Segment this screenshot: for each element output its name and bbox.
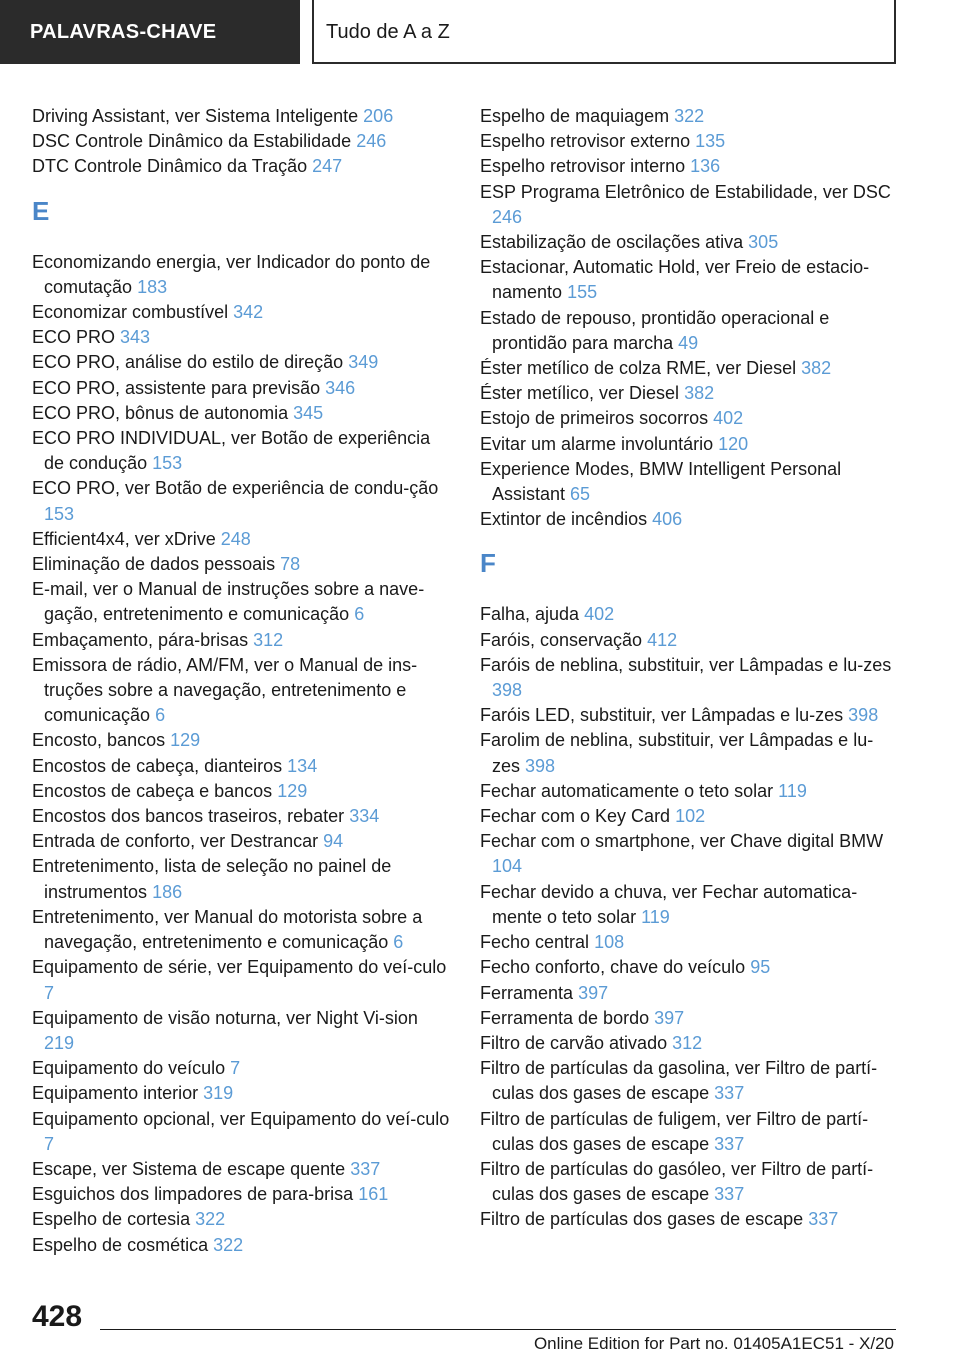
index-entry-text: Espelho retrovisor interno <box>480 156 686 177</box>
index-entry-text: Filtro de partículas de fuligem, ver Filtro de partí-culas dos gases de escape <box>480 1108 869 1154</box>
index-entry-text: Efficient4x4, ver xDrive <box>32 528 216 549</box>
edition-info: Online Edition for Part no. 01405A1EC51 - X/20 <box>533 1334 894 1353</box>
page-link[interactable]: 246 <box>492 206 523 227</box>
index-column-right <box>480 104 900 1233</box>
index-entry-text: ECO PRO, análise do estilo de direção <box>32 352 344 373</box>
index-entry-text: Estabilização de oscilações ativa <box>480 232 744 253</box>
index-entry <box>480 104 900 129</box>
page-link[interactable]: 120 <box>718 433 749 454</box>
index-entry <box>32 1081 452 1106</box>
index-entry <box>32 376 452 401</box>
page-link[interactable]: 153 <box>44 503 75 524</box>
index-entry-text: Entretenimento, lista de seleção no painel de instrumentos <box>32 856 392 902</box>
index-entry <box>480 602 900 627</box>
page-link[interactable]: 6 <box>155 705 166 726</box>
index-entry <box>480 728 900 778</box>
index-entry-text: Equipamento de série, ver Equipamento do veí-culo <box>32 957 447 978</box>
page-link[interactable]: 345 <box>293 402 324 423</box>
page-link[interactable]: 136 <box>690 156 721 177</box>
page-link[interactable]: 337 <box>714 1133 745 1154</box>
index-entry <box>32 104 452 129</box>
index-entry-text: ECO PRO, ver Botão de experiência de condu-ção <box>32 478 439 499</box>
index-entry <box>32 653 452 729</box>
index-entry <box>480 129 900 154</box>
index-entry <box>480 306 900 356</box>
page-link[interactable]: 334 <box>349 806 380 827</box>
index-entry <box>480 1031 900 1056</box>
index-entry-text: Faróis, conservação <box>480 629 643 650</box>
index-entry <box>32 325 452 350</box>
index-entry <box>480 1056 900 1106</box>
page-link[interactable]: 337 <box>714 1184 745 1205</box>
index-entry-text: Evitar um alarme involuntário <box>480 433 714 454</box>
index-entry-text: ESP Programa Eletrônico de Estabilidade, ver DSC <box>480 181 891 202</box>
index-entry <box>32 905 452 955</box>
page-link[interactable]: 398 <box>525 755 556 776</box>
index-entry-text: Estacionar, Automatic Hold, ver Freio de estacio-namento <box>480 257 870 303</box>
index-entry <box>32 1182 452 1207</box>
index-entry <box>480 703 900 728</box>
page-link[interactable]: 397 <box>578 982 609 1003</box>
index-entry <box>480 230 900 255</box>
page-link[interactable]: 134 <box>287 755 318 776</box>
index-entry <box>480 406 900 431</box>
letter-heading: E <box>32 195 50 226</box>
page-link[interactable]: 65 <box>570 484 591 505</box>
page-link[interactable]: 135 <box>695 131 726 152</box>
index-entry <box>480 804 900 829</box>
page-link[interactable]: 322 <box>674 106 705 126</box>
footer-divider <box>100 1329 896 1330</box>
page-title: Tudo de A a Z <box>326 20 450 43</box>
page-link[interactable]: 342 <box>233 302 264 323</box>
index-entry-text: ECO PRO INDIVIDUAL, ver Botão de experiência de condução <box>32 428 431 474</box>
index-entry-text: Ferramenta <box>480 982 574 1003</box>
page-link[interactable]: 186 <box>152 881 183 902</box>
index-entry <box>32 1056 452 1081</box>
page-header <box>0 0 960 66</box>
index-entry <box>32 1107 452 1157</box>
index-entry-text: E-mail, ver o Manual de instruções sobre a nave-gação, entretenimento e comunicação <box>32 579 425 625</box>
page-link[interactable]: 337 <box>714 1083 745 1104</box>
index-entry <box>32 552 452 577</box>
page-link[interactable]: 153 <box>152 453 183 474</box>
index-entry <box>480 628 900 653</box>
index-entry <box>32 1006 452 1056</box>
index-entry <box>480 981 900 1006</box>
index-entry-text: Estojo de primeiros socorros <box>480 408 709 429</box>
index-entry <box>32 628 452 653</box>
page-link[interactable]: 319 <box>203 1083 234 1104</box>
page-link[interactable]: 343 <box>120 327 151 348</box>
page-link[interactable]: 7 <box>44 1133 55 1154</box>
index-entry <box>480 356 900 381</box>
index-entry-text: Encostos dos bancos traseiros, rebater <box>32 806 345 827</box>
index-entry <box>32 577 452 627</box>
index-entry-text: ECO PRO <box>32 327 116 348</box>
index-entry <box>32 129 452 154</box>
section-tab-label: PALAVRAS-CHAVE <box>30 20 217 43</box>
page-link[interactable]: 161 <box>358 1184 389 1205</box>
index-entry-text: Fechar com o smartphone, ver Chave digital BMW <box>480 831 884 852</box>
page-link[interactable]: 398 <box>492 680 523 701</box>
index-entry-text: Ferramenta de bordo <box>480 1007 650 1028</box>
page-link[interactable]: 7 <box>230 1058 241 1079</box>
index-entry <box>480 1006 900 1031</box>
page-link[interactable]: 102 <box>675 806 706 827</box>
page-link[interactable]: 206 <box>363 106 394 126</box>
page-link[interactable]: 312 <box>253 629 284 650</box>
index-entry <box>480 1157 900 1207</box>
index-entry-text: Emissora de rádio, AM/FM, ver o Manual de ins-truções sobre a navegação, entretenimento e comunicação <box>32 654 418 726</box>
index-entry <box>480 779 900 804</box>
index-entry-text: Filtro de carvão ativado <box>480 1032 668 1053</box>
index-entry-text: Entrada de conforto, ver Destrancar <box>32 831 319 852</box>
index-entry-text: Espelho de cortesia <box>32 1209 191 1230</box>
page-link[interactable]: 219 <box>44 1032 75 1053</box>
page-link[interactable]: 7 <box>44 982 55 1003</box>
index-entry <box>480 457 900 507</box>
index-entry <box>32 955 452 1005</box>
index-entry <box>480 829 900 879</box>
index-entry-text: Filtro de partículas do gasóleo, ver Filtro de partí-culas dos gases de escape <box>480 1158 874 1205</box>
index-entry <box>32 1233 452 1258</box>
index-entry-text: Esguichos dos limpadores de para-brisa <box>32 1184 354 1205</box>
page-link[interactable]: 108 <box>594 932 625 953</box>
index-entry-text: Equipamento de visão noturna, ver Night Vi-sion <box>32 1007 418 1028</box>
page-link[interactable]: 95 <box>750 957 771 978</box>
index-entry <box>480 255 900 305</box>
page-link[interactable]: 402 <box>584 604 615 625</box>
index-entry <box>32 854 452 904</box>
index-entry-text: Estado de repouso, prontidão operacional e prontidão para marcha <box>480 307 830 353</box>
index-entry-text: Fecho conforto, chave do veículo <box>480 957 746 978</box>
index-entry-text: Fecho central <box>480 932 590 953</box>
index-entry <box>32 300 452 325</box>
page-link[interactable]: 406 <box>652 509 683 530</box>
index-entry-text: ECO PRO, assistente para previsão <box>32 377 321 398</box>
page-link[interactable]: 129 <box>170 730 201 751</box>
index-entry-text: Farolim de neblina, substituir, ver Lâmpadas e lu-zes <box>480 730 874 776</box>
index-entry-text: Embaçamento, pára-brisas <box>32 629 249 650</box>
index-entry <box>32 1207 452 1232</box>
index-entry-text: Espelho de maquiagem <box>480 106 670 126</box>
index-entry <box>32 350 452 375</box>
index-entry <box>480 381 900 406</box>
index-entry-text: Espelho de cosmética <box>32 1234 209 1255</box>
index-entry <box>480 653 900 703</box>
index-entry-text: Equipamento opcional, ver Equipamento do veí-culo <box>32 1108 450 1129</box>
index-entry <box>480 880 900 930</box>
index-entry-text: Fechar automaticamente o teto solar <box>480 780 774 801</box>
index-entry <box>32 250 452 300</box>
page-link[interactable]: 322 <box>213 1234 244 1255</box>
index-entry-text: Encostos de cabeça e bancos <box>32 780 273 801</box>
page-link[interactable]: 382 <box>684 383 715 404</box>
index-entry-text: Éster metílico, ver Diesel <box>480 383 680 404</box>
page-link[interactable]: 6 <box>393 932 404 953</box>
index-entry <box>32 754 452 779</box>
index-entry-text: Equipamento do veículo <box>32 1058 226 1079</box>
index-entry <box>32 154 452 179</box>
page-link[interactable]: 247 <box>312 156 343 177</box>
index-entry-text: Economizando energia, ver Indicador do ponto de comutação <box>32 251 431 297</box>
index-entry-text: Filtro de partículas da gasolina, ver Filtro de partí-culas dos gases de escape <box>480 1058 878 1104</box>
index-entry <box>480 432 900 457</box>
index-entry <box>480 154 900 179</box>
index-entry <box>32 804 452 829</box>
page-link[interactable]: 398 <box>848 705 879 726</box>
index-entry-text: Filtro de partículas dos gases de escape <box>480 1209 804 1230</box>
index-entry-text: Espelho retrovisor externo <box>480 131 691 152</box>
index-entry <box>32 426 452 476</box>
page-number: 428 <box>32 1300 83 1333</box>
index-entry <box>32 476 452 526</box>
index-entry-text: Experience Modes, BMW Intelligent Personal Assistant <box>480 458 842 505</box>
page-link[interactable]: 246 <box>356 131 387 152</box>
index-column-left <box>32 104 452 1258</box>
index-entry <box>32 401 452 426</box>
index-entry <box>32 779 452 804</box>
page-link[interactable]: 305 <box>748 232 779 253</box>
index-entry <box>480 507 900 532</box>
index-entry-text: Faróis de neblina, substituir, ver Lâmpadas e lu-zes <box>480 654 892 675</box>
index-entry <box>32 829 452 854</box>
index-entry-text: DSC Controle Dinâmico da Estabilidade <box>32 131 352 152</box>
index-entry-text: Driving Assistant, ver Sistema Inteligente <box>32 106 359 126</box>
page-link[interactable]: 349 <box>348 352 379 373</box>
index-entry-text: Eliminação de dados pessoais <box>32 554 276 575</box>
page-link[interactable]: 155 <box>567 282 598 303</box>
page-link[interactable]: 6 <box>354 604 365 625</box>
index-entry <box>480 1107 900 1157</box>
index-entry-text: Encostos de cabeça, dianteiros <box>32 755 283 776</box>
index-entry-text: Fechar com o Key Card <box>480 806 671 827</box>
page-link[interactable]: 382 <box>801 358 832 379</box>
page-link[interactable]: 183 <box>137 276 168 297</box>
page-link[interactable]: 94 <box>323 831 344 852</box>
page-link[interactable]: 248 <box>220 528 251 549</box>
index-entry-text: Escape, ver Sistema de escape quente <box>32 1158 346 1179</box>
index-entry-text: DTC Controle Dinâmico da Tração <box>32 156 308 177</box>
page-link[interactable]: 119 <box>778 780 807 801</box>
page-link[interactable]: 346 <box>325 377 356 398</box>
index-entry <box>480 1207 900 1232</box>
index-entry-text: Extintor de incêndios <box>480 509 648 530</box>
page-link[interactable]: 129 <box>277 780 308 801</box>
page-link[interactable]: 49 <box>678 332 699 353</box>
page-link[interactable]: 312 <box>672 1032 703 1053</box>
index-entry-text: Falha, ajuda <box>480 604 580 625</box>
page-link[interactable]: 104 <box>492 856 523 877</box>
index-entry-text: Economizar combustível <box>32 302 229 323</box>
page-link[interactable]: 397 <box>654 1007 685 1028</box>
index-entry-text: Encosto, bancos <box>32 730 166 751</box>
index-entry <box>32 728 452 753</box>
page-link[interactable]: 322 <box>195 1209 226 1230</box>
index-entry <box>480 180 900 230</box>
page-link[interactable]: 412 <box>647 629 678 650</box>
index-entry-text: Equipamento interior <box>32 1083 199 1104</box>
index-entry-text: Entretenimento, ver Manual do motorista sobre a navegação, entretenimento e comunicação <box>32 906 423 953</box>
index-entry-text: Éster metílico de colza RME, ver Diesel <box>480 358 797 379</box>
page-link[interactable]: 78 <box>280 554 301 575</box>
index-entry-text: Fechar devido a chuva, ver Fechar automatica-mente o teto solar <box>480 881 858 927</box>
page-link[interactable]: 119 <box>641 906 670 927</box>
page-link[interactable]: 402 <box>713 408 744 429</box>
index-entry <box>480 930 900 955</box>
index-entry <box>32 1157 452 1182</box>
index-entry <box>480 955 900 980</box>
letter-heading: F <box>480 548 496 579</box>
index-entry <box>32 527 452 552</box>
page-link[interactable]: 337 <box>808 1209 839 1230</box>
index-entry-text: Faróis LED, substituir, ver Lâmpadas e lu-zes <box>480 705 844 726</box>
index-entry-text: ECO PRO, bônus de autonomia <box>32 402 289 423</box>
page-link[interactable]: 337 <box>350 1158 381 1179</box>
section-tab <box>0 0 300 64</box>
